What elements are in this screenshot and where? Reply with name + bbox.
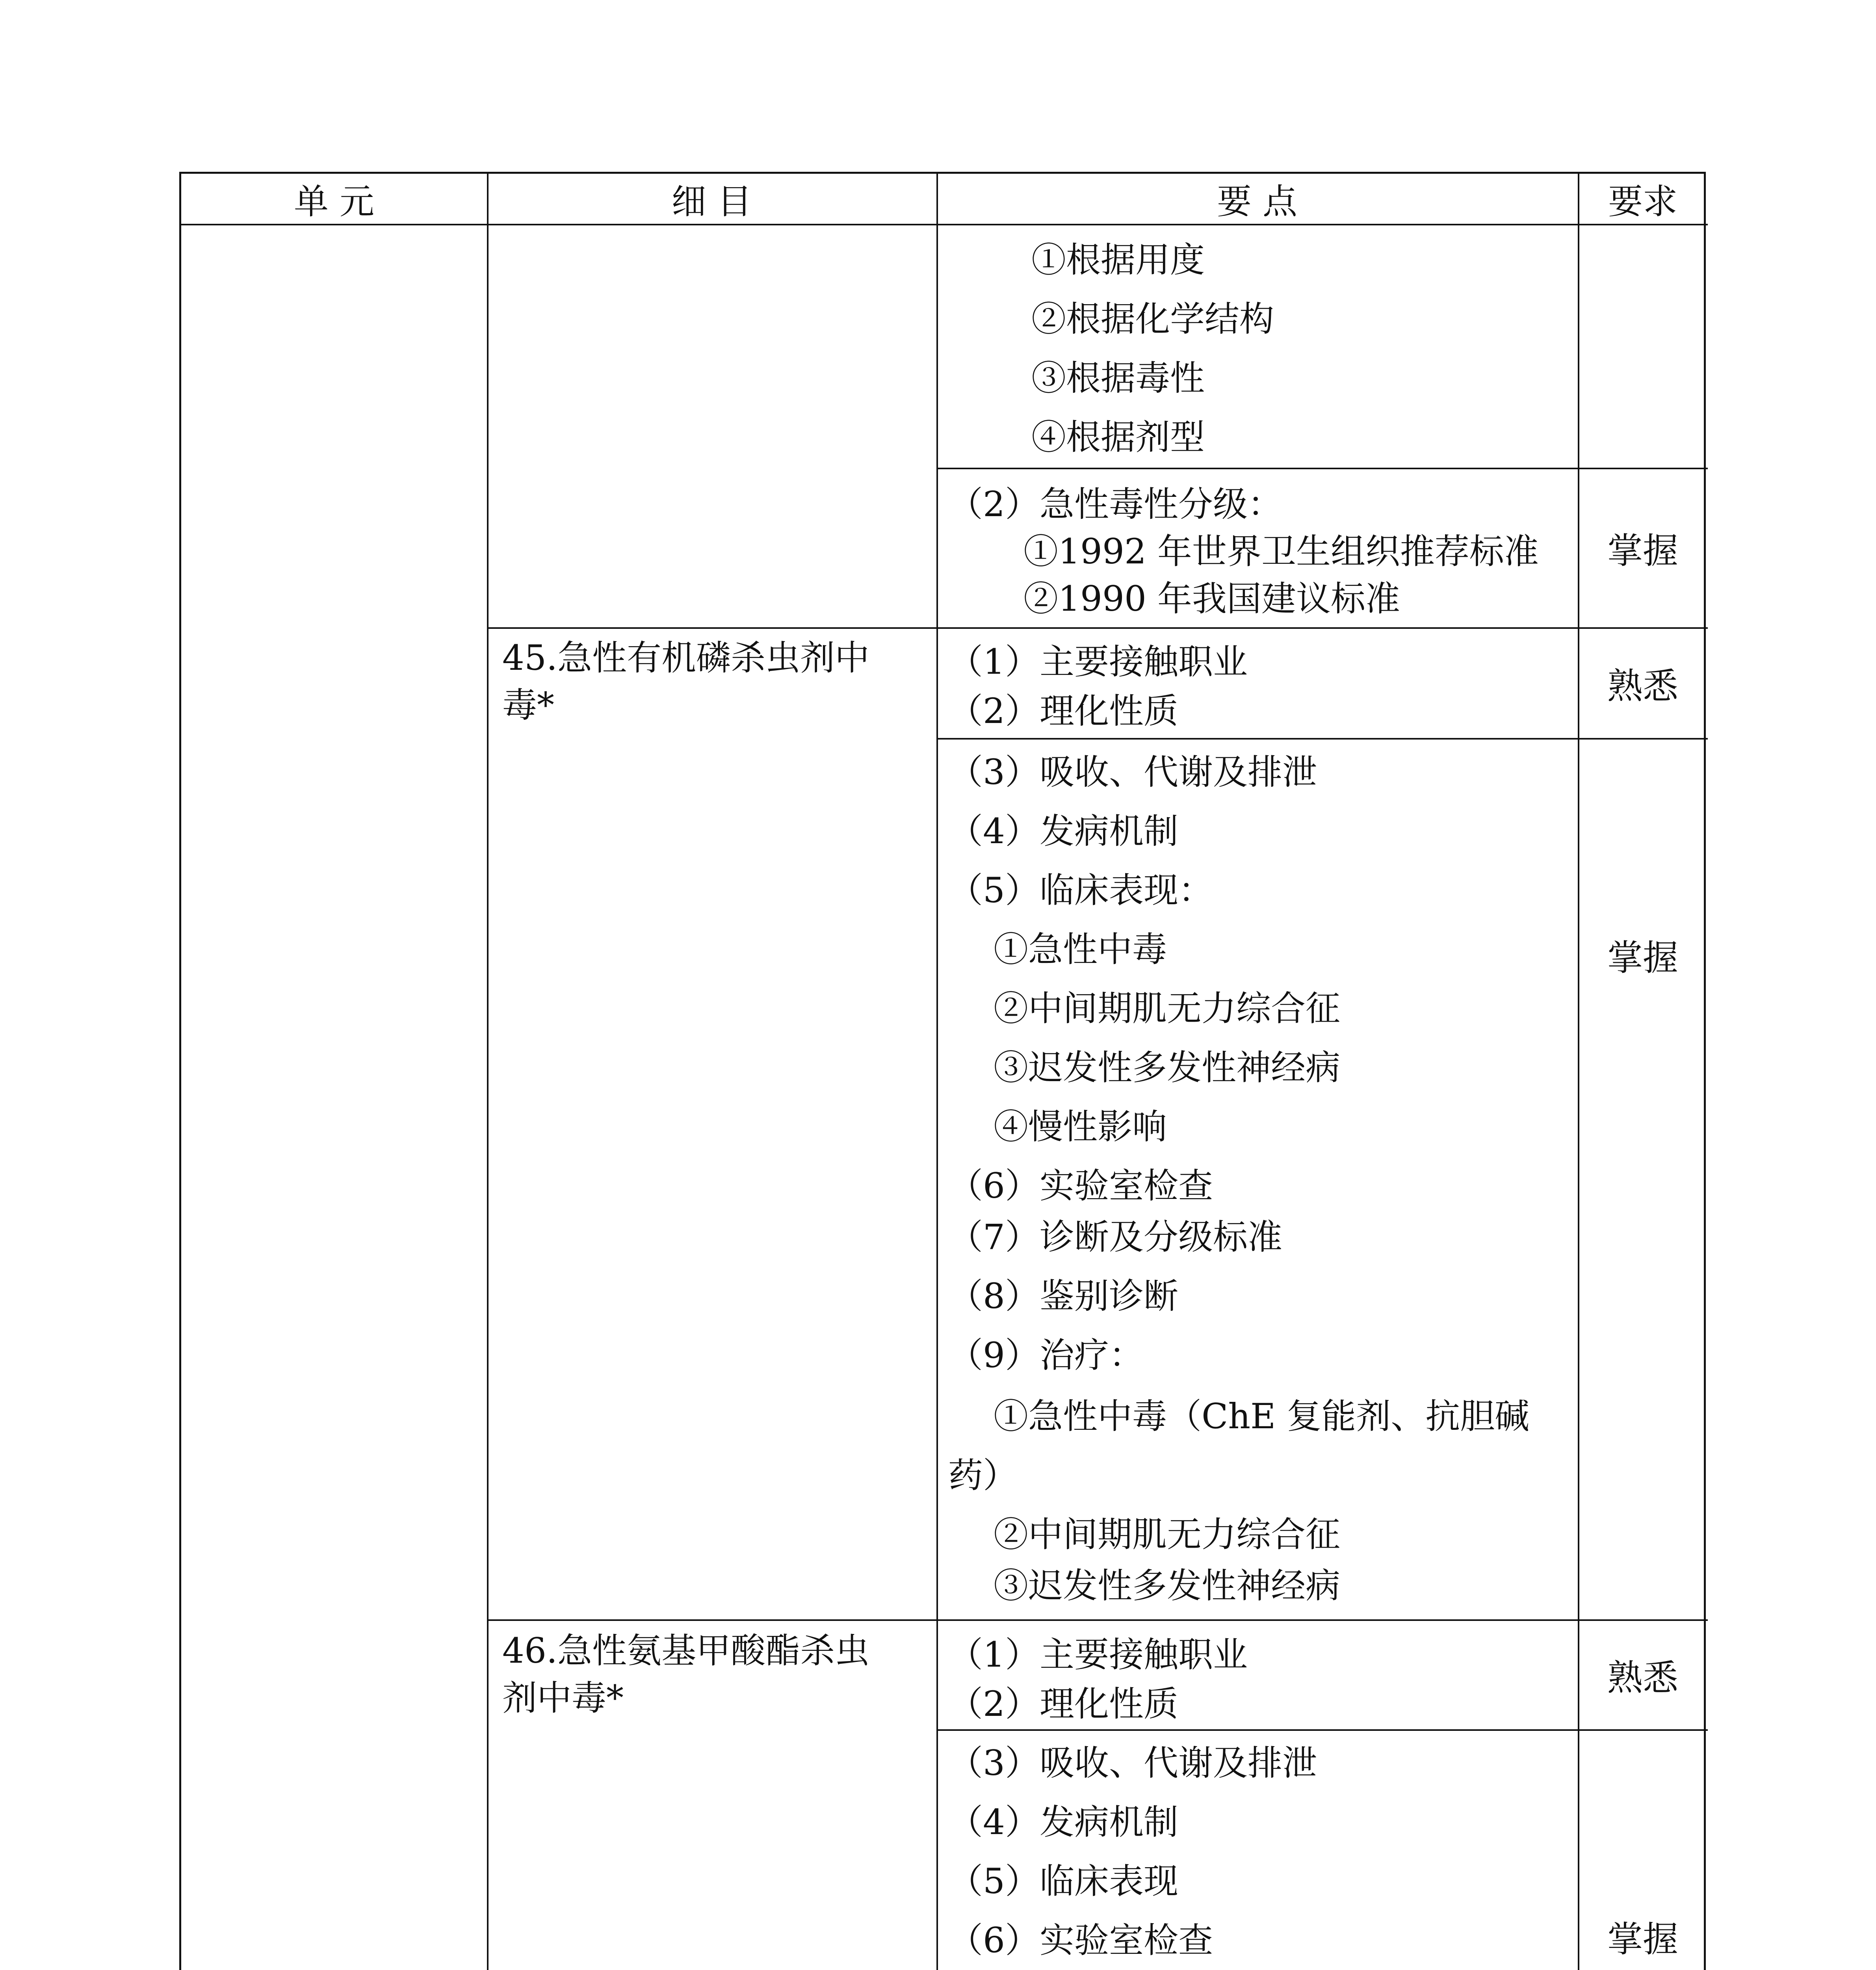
requirement-cell: 熟悉: [1607, 1657, 1678, 1699]
point-line: ①根据用度: [1031, 240, 1205, 280]
point-line: （8）鉴别诊断: [948, 1276, 1178, 1316]
point-line: ①1992 年世界卫生组织推荐标准: [1023, 531, 1539, 572]
point-line: ②根据化学结构: [1031, 299, 1274, 339]
header-requirement: 要求: [1608, 181, 1677, 222]
point-line: ②中间期肌无力综合征: [994, 1514, 1341, 1555]
point-line: ③迟发性多发性神经病: [994, 1565, 1341, 1606]
detail-text: 46.急性氨基甲酸酯杀虫: [502, 1630, 869, 1671]
point-line: 药）: [948, 1455, 1018, 1496]
point-line: （1）主要接触职业: [948, 1634, 1248, 1675]
point-line: ②1990 年我国建议标准: [1023, 578, 1400, 619]
point-line: ①急性中毒（ChE 复能剂、抗胆碱: [994, 1396, 1530, 1437]
point-line: （9）治疗：: [948, 1335, 1144, 1375]
row-divider: [487, 1619, 1708, 1621]
requirement-cell: 掌握: [1607, 530, 1678, 572]
point-line: ②中间期肌无力综合征: [994, 988, 1341, 1029]
detail-text: 剂中毒*: [502, 1678, 624, 1718]
header-detail: 细 目: [671, 181, 752, 222]
point-line: （7）诊断及分级标准: [948, 1217, 1282, 1257]
column-divider: [936, 174, 938, 1970]
header-points: 要 点: [1217, 181, 1297, 222]
point-line: （5）临床表现：: [948, 870, 1213, 911]
point-line: （4）发病机制: [948, 811, 1178, 851]
column-divider: [487, 174, 489, 1970]
point-line: （2）理化性质: [948, 691, 1178, 731]
syllabus-table: [179, 172, 1706, 1970]
detail-text: 毒*: [502, 685, 555, 725]
point-line: （1）主要接触职业: [948, 641, 1248, 682]
point-line: ③根据毒性: [1031, 358, 1205, 398]
point-line: （3）吸收、代谢及排泄: [948, 1743, 1317, 1783]
point-line: （3）吸收、代谢及排泄: [948, 752, 1317, 792]
requirement-cell: 掌握: [1607, 1918, 1678, 1960]
point-line: （6）实验室检查: [948, 1165, 1213, 1206]
header-unit: 单 元: [294, 181, 374, 222]
point-line: （2）急性毒性分级：: [948, 484, 1282, 524]
point-line: （4）发病机制: [948, 1802, 1178, 1842]
detail-text: 45.急性有机磷杀虫剂中: [502, 637, 869, 678]
point-line: ③迟发性多发性神经病: [994, 1047, 1341, 1088]
requirement-cell: 掌握: [1607, 937, 1678, 979]
point-line: （5）临床表现: [948, 1861, 1178, 1901]
point-line: （6）实验室检查: [948, 1920, 1213, 1961]
requirement-cell: 熟悉: [1607, 665, 1678, 707]
point-line: ④根据剂型: [1031, 417, 1205, 457]
header-divider: [181, 224, 1708, 225]
point-line: （2）理化性质: [948, 1684, 1178, 1724]
point-line: ①急性中毒: [994, 929, 1167, 970]
row-divider: [487, 627, 1708, 629]
point-line: ④慢性影响: [994, 1106, 1167, 1147]
